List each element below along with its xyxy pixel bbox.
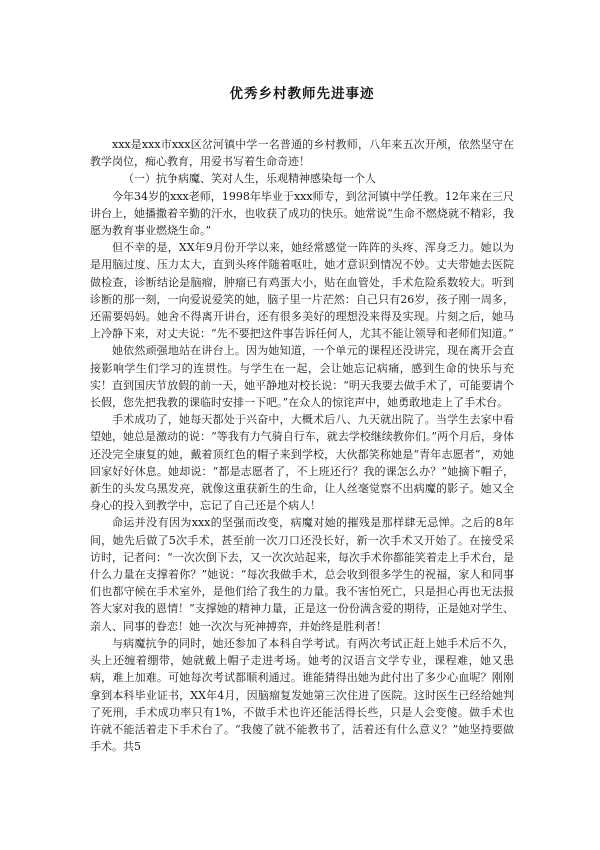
intro-paragraph: xxx是xxx市xxx区岔河镇中学一名普通的乡村教师，八年来五次开颅，依然坚守在教学岗位，痴心教育，用爱书写着生命奇迹！ [90,138,514,169]
body-paragraph: 与病魔抗争的同时，她还参加了本科自学考试。有两次考试正赶上她手术后不久，头上还缠着绷带，她就戴上帽子走进考场。她考的汉语言文学专业，课程难，她又患病，难上加难。可她每次考试都顺利通过。谁能猜得出她为此付出了多少心血呢？刚刚拿到本科毕业证书，XX年4月，因脑瘤复发她第三次住进了医院。这时医生已经给她判了死刑，手术成功率只有1%，不做手术也许还能活得长些，只是人会变傻。做手术也许就不能活着走下手术台了。“我傻了就不能教书了，活着还有什么意义？”她坚持要做手术。共5 [90,636,514,754]
body-paragraph: 手术成功了，她每天都处于兴奋中，大概术后八、九天就出院了。当学生去家中看望她，她总是激动的说：“等我有力气骑自行车，就去学校继续教你们。”两个月后，身体还没完全康复的她，戴着顶红色的帽子来到学校，大伙都笑称她是“青年志愿者”，劝她回家好好休息。她却说：“都是志愿者了，不上班还行？我的课怎么办？”她摘下帽子，新生的头发乌黑发亮，就像这重获新生的生命，让人丝毫觉察不出病魔的影子。她又全身心的投入到教学中，忘记了自己还是个病人！ [90,413,514,513]
body-paragraph: 命运并没有因为xxx的坚强而改变，病魔对她的摧残是那样肆无忌惮。之后的8年间，她先后做了5次手术，甚至前一次刀口还没长好，新一次手术又开始了。在接受采访时，记者问：“一次次倒下去，又一次次站起来，每次手术你都能笑着走上手术台，是什么力量在支撑着你？”她说：“每次我做手术，总会收到很多学生的祝福，家人和同事们也都守候在手术室外，是他们给了我生的力量。我不害怕死亡，只是担心再也无法报答大家对我的恩情！”支撑她的精神力量，正是这一份份满含爱的期待，正是她对学生、亲人、同事的眷恋！她一次次与死神搏弈，并始终是胜利者！ [90,516,514,633]
document-page [90,82,514,755]
document-body [90,136,514,755]
section-heading: （一）抗争病魔、笑对人生，乐观精神感染每一个人 [123,172,376,186]
body-paragraph: 但不幸的是，XX年9月份开学以来，她经常感觉一阵阵的头疼、浑身乏力。她以为是用脑过度、压力太大，直到头疼伴随着呕吐，她才意识到情况不妙。丈夫带她去医院做检查，诊断结论是脑瘤，肿瘤已有鸡蛋大小，贴在血管处，手术危险系数较大。听到诊断的那一刻，一向爱说爱笑的她，脑子里一片茫然：自己只有26岁，孩子刚一周多，还需要妈妈。她舍不得离开讲台，还有很多美好的理想没来得及实现。片刻之后，她马上冷静下来，对丈夫说：“先不要把这件事告诉任何人，尤其不能让领导和老师们知道。” [90,241,514,341]
body-paragraph: 她依然顽强地站在讲台上。因为她知道，一个单元的课程还没讲完，现在离开会直接影响学生们学习的连贯性。与学生在一起，会让她忘记病痛，感到生命的快乐与充实！直到国庆节放假的前一天，她平静地对校长说：“明天我要去做手术了，可能要请个长假，您先把我教的课临时安排一下吧。”在众人的惊诧声中，她勇敢地走上了手术台。 [90,344,514,410]
document-title: 优秀乡村教师先进事迹 [229,86,375,102]
body-paragraph: 今年34岁的xxx老师，1998年毕业于xxx师专，到岔河镇中学任教。12年来在三尺讲台上，她播撒着辛勤的汗水，也收获了成功的快乐。她常说“生命不燃烧就不精彩，我愿为教育事业燃烧生命。” [90,189,514,238]
